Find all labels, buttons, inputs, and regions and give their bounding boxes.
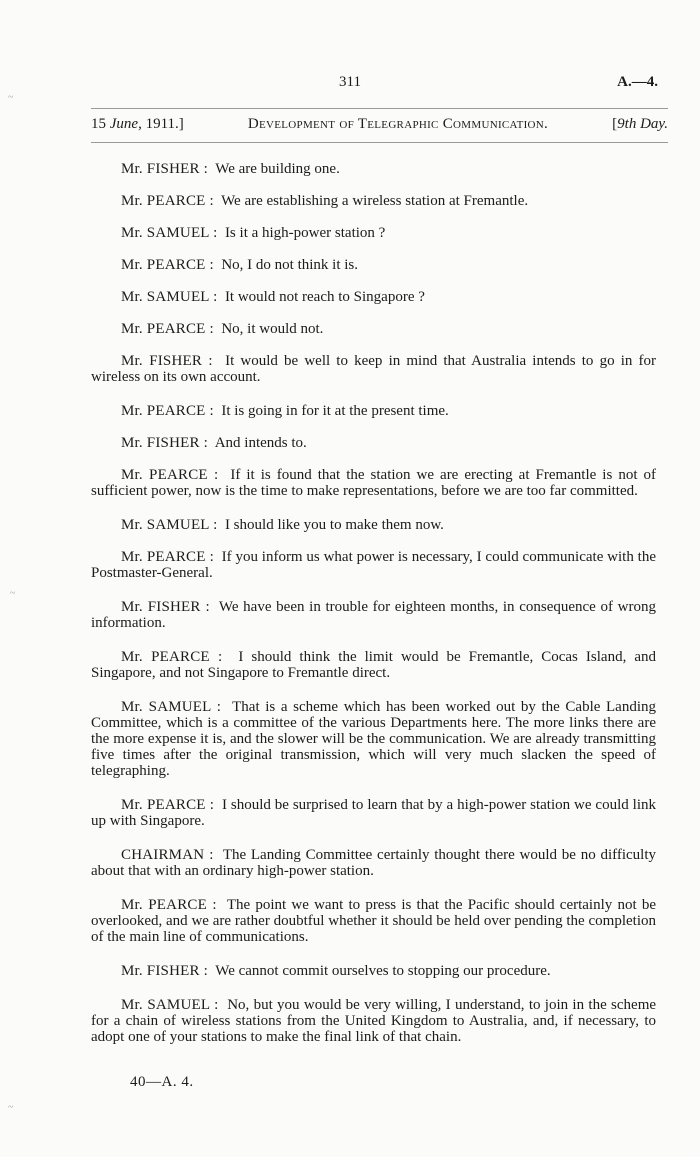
speech-text: It would be well to keep in mind that Australia intends to go in for wireless on its own account. [91,353,657,385]
speech-text: It would not reach to Singapore ? [224,289,425,305]
speaker-name: Mr. FISHER : [121,161,209,177]
dialogue-paragraph [91,847,656,879]
dialogue-paragraph [91,161,656,177]
speech-text: If you inform us what power is necessary, I could communicate with the Postmaster-General. [91,549,656,581]
speaker-name: Mr. SAMUEL : [121,289,218,305]
speech-text: That is a scheme which has been worked out by the Cable Landing Committee, which is a committee of the various Departments here. The more links there are the more expense it is, and the slower will be the communication. We are already transmitting five times after the original transmission, which will very much slacken the speed of telegraphing. [91,699,656,779]
dialogue-paragraph [91,353,656,385]
dialogue-paragraph [91,403,656,419]
dialogue-paragraph [91,467,656,499]
dialogue-paragraph [91,517,656,533]
speaker-name: Mr. SAMUEL : [121,699,222,715]
dialogue-paragraph [91,997,656,1045]
dialogue-paragraph [91,599,656,631]
speech-text: The point we want to press is that the Pacific should certainly not be overlooked, and we are rather doubtful whether it should be held over pending the completion of the main line of communications. [91,897,656,945]
dialogue-paragraph [91,435,656,451]
speaker-name: Mr. FISHER : [121,599,210,615]
speaker-name: Mr. PEARCE : [121,649,223,665]
speaker-name: Mr. FISHER : [121,353,213,369]
header-day: [9th Day. [612,116,668,132]
speaker-name: Mr. PEARCE : [121,193,214,209]
margin-mark: ~ [8,92,14,103]
speech-text: I should think the limit would be Fremantle, Cocas Island, and Singapore, and not Singapore to Fremantle direct. [91,649,656,681]
speech-text: We cannot commit ourselves to stopping our procedure. [215,963,551,979]
dialogue-paragraph [91,225,656,241]
speaker-name: Mr. PEARCE : [121,257,214,273]
transcript-body [91,150,656,1045]
speaker-name: Mr. FISHER : [121,435,209,451]
dialogue-paragraph [91,549,656,581]
speaker-name: Mr. PEARCE : [121,897,217,913]
dialogue-paragraph [91,963,656,979]
speech-text: Is it a high-power station ? [224,225,386,241]
header-rule-bottom [91,142,668,143]
dialogue-paragraph [91,797,656,829]
running-head [91,116,668,133]
speech-text: We are building one. [215,161,340,177]
speaker-name: Mr. SAMUEL : [121,997,219,1013]
speech-text: No, it would not. [221,321,324,337]
dialogue-paragraph [91,289,656,305]
signature-mark: 40—A. 4. [130,1074,194,1090]
speech-text: If it is found that the station we are erecting at Fremantle is not of sufficient power, now is the time to make representations, before we are too far committed. [91,467,656,499]
speech-text: And intends to. [214,435,307,451]
speaker-name: Mr. FISHER : [121,963,209,979]
speech-text: No, I do not think it is. [221,257,359,273]
speech-text: I should be surprised to learn that by a high-power station we could link up with Singapore. [91,797,656,829]
dialogue-paragraph [91,257,656,273]
speaker-name: Mr. PEARCE : [121,797,215,813]
dialogue-paragraph [91,321,656,337]
speech-text: The Landing Committee certainly thought there would be no difficulty about that with an ordinary high-power station. [91,847,656,879]
speech-text: It is going in for it at the present time. [221,403,449,419]
speaker-name: Mr. SAMUEL : [121,225,218,241]
margin-mark: ~ [8,1102,14,1113]
speaker-name: CHAIRMAN : [121,847,214,863]
dialogue-paragraph [91,193,656,209]
speaker-name: Mr. PEARCE : [121,403,214,419]
dialogue-paragraph [91,897,656,945]
document-reference: A.—4. [617,74,658,90]
speaker-name: Mr. PEARCE : [121,467,219,483]
speech-text: We are establishing a wireless station at Fremantle. [221,193,529,209]
dialogue-paragraph [91,649,656,681]
header-rule-top [91,108,668,109]
header-date: 15 June, 1911.] [91,116,184,132]
page-number: 311 [339,74,361,90]
speaker-name: Mr. SAMUEL : [121,517,218,533]
header-title: Development of Telegraphic Communication. [247,116,549,132]
margin-mark: ~ [10,588,16,599]
speaker-name: Mr. PEARCE : [121,549,214,565]
speech-text: We have been in trouble for eighteen months, in consequence of wrong information. [91,599,656,631]
speaker-name: Mr. PEARCE : [121,321,214,337]
speech-text: No, but you would be very willing, I understand, to join in the scheme for a chain of wireless stations from the United Kingdom to Australia, and, if necessary, to adopt one of your stations to make the final link of that chain. [91,997,657,1045]
dialogue-paragraph [91,699,656,779]
speech-text: I should like you to make them now. [224,517,444,533]
